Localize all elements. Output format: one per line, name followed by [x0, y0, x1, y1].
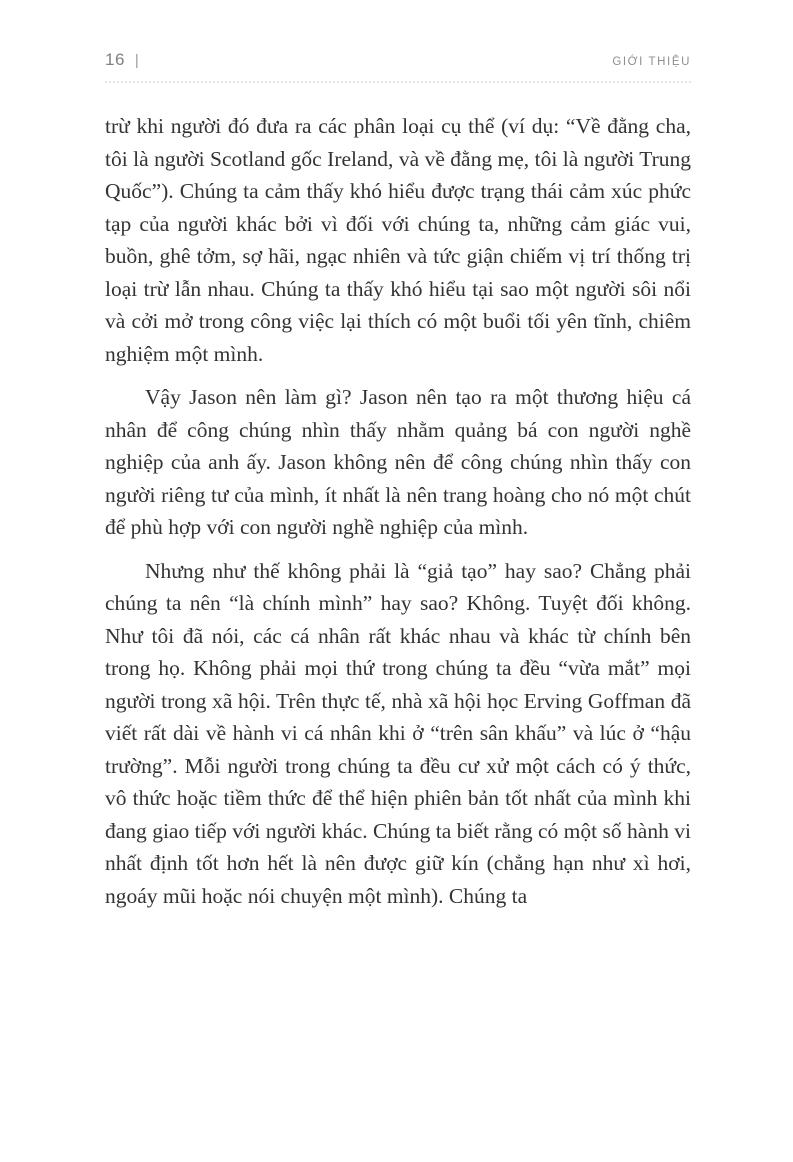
page-number: 16 [105, 50, 125, 69]
page-body [105, 110, 691, 912]
page-header [105, 50, 691, 70]
paragraph-3: Nhưng như thế không phải là “giả tạo” hay sao? Chẳng phải chúng ta nên “là chính mình” hay sao? Không. Tuyệt đối không. Như tôi đã nói, các cá nhân rất khác nhau và khác từ chính bên trong họ. Không phải mọi thứ trong chúng ta đều “vừa mắt” mọi người trong xã hội. Trên thực tế, nhà xã hội học Erving Goffman đã viết rất dài về hành vi cá nhân khi ở “trên sân khấu” và lúc ở “hậu trường”. Mỗi người trong chúng ta đều cư xử một cách có ý thức, vô thức hoặc tiềm thức để thể hiện phiên bản tốt nhất của mình khi đang giao tiếp với người khác. Chúng ta biết rằng có một số hành vi nhất định tốt hơn hết là nên được giữ kín (chẳng hạn như xì hơi, ngoáy mũi hoặc nói chuyện một mình). Chúng ta [105, 558, 691, 908]
page-number-group [105, 50, 139, 70]
paragraph-1: trừ khi người đó đưa ra các phân loại cụ thể (ví dụ: “Về đằng cha, tôi là người Scotland gốc Ireland, và về đằng mẹ, tôi là người Trung Quốc”). Chúng ta cảm thấy khó hiểu được trạng thái cảm xúc phức tạp của người khác bởi vì đối với chúng ta, những cảm giác vui, buồn, ghê tởm, sợ hãi, ngạc nhiên và tức giận chiếm vị trí thống trị loại trừ lẫn nhau. Chúng ta thấy khó hiểu tại sao một người sôi nổi và cởi mở trong công việc lại thích có một buổi tối yên tĩnh, chiêm nghiệm một mình. [105, 114, 691, 366]
running-chapter-title: GIỚI THIỆU [612, 56, 691, 68]
paragraph-2: Vậy Jason nên làm gì? Jason nên tạo ra một thương hiệu cá nhân để công chúng nhìn thấy nhằm quảng bá con người nghề nghiệp của anh ấy. Jason không nên để công chúng nhìn thấy con người riêng tư của mình, ít nhất là nên trang hoàng cho nó một chút để phù hợp với con người nghề nghiệp của mình. [105, 385, 691, 539]
page-number-divider: | [134, 52, 139, 69]
header-divider-rule [105, 81, 691, 83]
